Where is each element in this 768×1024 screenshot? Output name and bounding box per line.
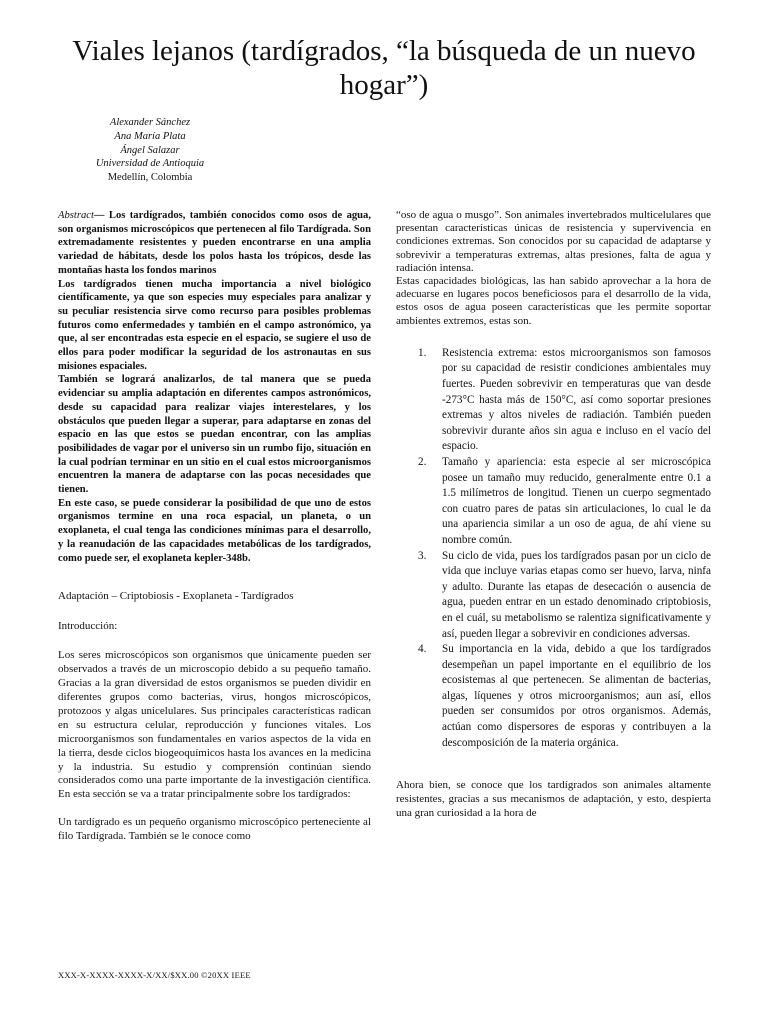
abstract-text: Los tardígrados, también conocidos como osos de agua, son organismos microscópicos que pertenecen al filo Tardígrada. Son extremadamente resistentes y pueden encontrarse en una amplia variedad de hábitats, desde los polos hasta los trópicos, desde las montañas hasta los fondos marinos xyxy=(58,210,371,276)
list-number: 1. xyxy=(418,346,427,359)
list-number: 2. xyxy=(418,455,427,468)
abstract xyxy=(58,209,371,565)
abstract-paragraph xyxy=(58,209,371,278)
abstract-dash: — xyxy=(93,210,105,221)
list-number: 4. xyxy=(418,643,427,656)
body-paragraph: Ahora bien, se conoce que los tardígrados son animales altamente resistentes, gracias a sus mecanismos de adaptación, y esto, despierta una gran curiosidad a la hora de xyxy=(396,779,711,820)
left-column xyxy=(58,209,371,844)
copyright-footer: XXX-X-XXXX-XXXX-X/XX/$XX.00 ©20XX IEEE xyxy=(58,970,251,980)
list-item xyxy=(396,642,711,751)
intro-heading: Introducción: xyxy=(58,620,118,633)
intro-paragraph: Un tardígrado es un pequeño organismo microscópico perteneciente al filo Tardígrada. También se le conoce como xyxy=(58,816,371,843)
characteristics-list xyxy=(396,346,711,751)
paper-title: Viales lejanos (tardígrados, “la búsqueda de un nuevo hogar”) xyxy=(72,35,696,101)
list-item xyxy=(396,455,711,549)
author-affiliation: Universidad de Antioquia xyxy=(95,158,205,170)
author-name: Ángel Salazar xyxy=(120,144,180,156)
author-location: Medellín, Colombia xyxy=(107,172,193,184)
list-text: Su importancia en la vida, debido a que los tardígrados desempeñan un papel importante en el equilibrio de los ecosistemas al que pertenecen. Se alimentan de bacterias, algas, líquenes y otros microorganismos; aun así, ellos pueden ser consumidos por otros organismos. Además, actúan como dispersores de esporas y contribuyen a la descomposición de la materia orgánica. xyxy=(442,643,711,749)
author-block xyxy=(60,116,240,185)
intro-paragraph: Los seres microscópicos son organismos que únicamente pueden ser observados a través de un microscopio debido a su pequeño tamaño. Gracias a la gran diversidad de estos organismos se pueden dividir en diferentes grupos como bacterias, virus, hongos microscópicos, protozoos y algas unicelulares. Sus principales características radican en su estructura celular, reproducción y funciones vitales. Los microorganismos son fundamentales en varios aspectos de la vida en la tierra, desde ciclos biogeoquímicos hasta los avances en la medicina y la industria. Su estudio y comprensión continúan siendo considerados como una parte importante de la investigación científica. En esta sección se va a tratar principalmente sobre los tardígrados: xyxy=(58,649,371,801)
list-text: Su ciclo de vida, pues los tardígrados pasan por un ciclo de vida que incluye varias etapas como ser huevo, larva, ninfa y adulto. Durante las etapas de desecación o ausencia de agua, pueden entrar en un estado denominado criptobiosis, en el cuál, su metabolismo se ralentiza significativamente y así, pueden llegar a sobrevivir en condiciones adversas. xyxy=(442,549,711,640)
list-text: Tamaño y apariencia: esta especie al ser microscópica posee un tamaño muy reducido, generalmente entre 0.1 a 1.5 milímetros de longitud. Tienen un cuerpo segmentado con cuatro pares de patas sin articulaciones, lo cual le da una apariencia similar a un oso de agua, de ahí viene su nombre común. xyxy=(442,455,711,546)
list-item xyxy=(396,549,711,643)
list-number: 3. xyxy=(418,549,427,562)
list-item xyxy=(396,346,711,455)
author-name: Ana María Plata xyxy=(114,130,186,142)
abstract-paragraph: También se logrará analizarlos, de tal manera que se pueda evidenciar su amplia adaptación en diferentes campos astronómicos, desde su capacidad para realizar viajes interestelares, y los obstáculos que pueden llegar a superar, para adaptarse en zonas del espacio en las que estos se puedan encontrar, con las amplias posibilidades de vagar por el universo sin un rumbo fijo, situación en la cual podrían terminar en un sitio en el cual estos microorganismos encuentren la manera de adaptarse con las pocas necesidades que tienen. xyxy=(58,374,371,496)
author-name: Alexander Sánchez xyxy=(109,117,191,128)
right-column xyxy=(396,209,711,821)
body-paragraph: “oso de agua o musgo”. Son animales invertebrados multicelulares que presentan características únicas de resistencia y supervivencia en condiciones extremas. Son conocidos por su capacidad de adaptarse y sobrevivir a temperaturas extremas, altas presiones, falta de agua y radiación intensa. xyxy=(396,209,711,274)
abstract-label: Abstract xyxy=(58,210,94,221)
body-paragraph: Estas capacidades biológicas, las han sabido aprovechar a la hora de adecuarse en lugares pocos beneficiosos para el desarrollo de la vida, estos osos de agua poseen características que les permite soportar ambientes extremos, estas son. xyxy=(396,275,711,327)
keywords: Adaptación – Criptobiosis - Exoplaneta - Tardígrados xyxy=(58,590,294,603)
abstract-paragraph: Los tardígrados tienen mucha importancia a nivel biológico científicamente, ya que son especies muy especiales para analizar y su peculiar resistencia sirve como recurso para posibles problemas futuros como enfermedades y también en el campo astronómico, ya que, al ser encontradas esta especie en el espacio, se sugiere el uso de ellos para poder modificar la seguridad de los astronautas en sus misiones espaciales. xyxy=(58,278,371,372)
list-text: Resistencia extrema: estos microorganismos son famosos por su capacidad de resistir condiciones ambientales muy fuertes. Pueden sobrevivir en temperaturas que van desde -273°C hasta más de 150°C, así como soportar presiones extremas y altos niveles de radiación. También pueden sobrevivir durante años sin agua e incluso en el vacío del espacio. xyxy=(442,346,711,453)
abstract-paragraph: En este caso, se puede considerar la posibilidad de que uno de estos organismos termine en una roca espacial, un planeta, o un exoplaneta, el cual tenga las condiciones mínimas para el desarrollo, y la reanudación de las capacidades metabólicas de los tardígrados, como puede ser, el exoplaneta kepler-348b. xyxy=(58,497,371,564)
